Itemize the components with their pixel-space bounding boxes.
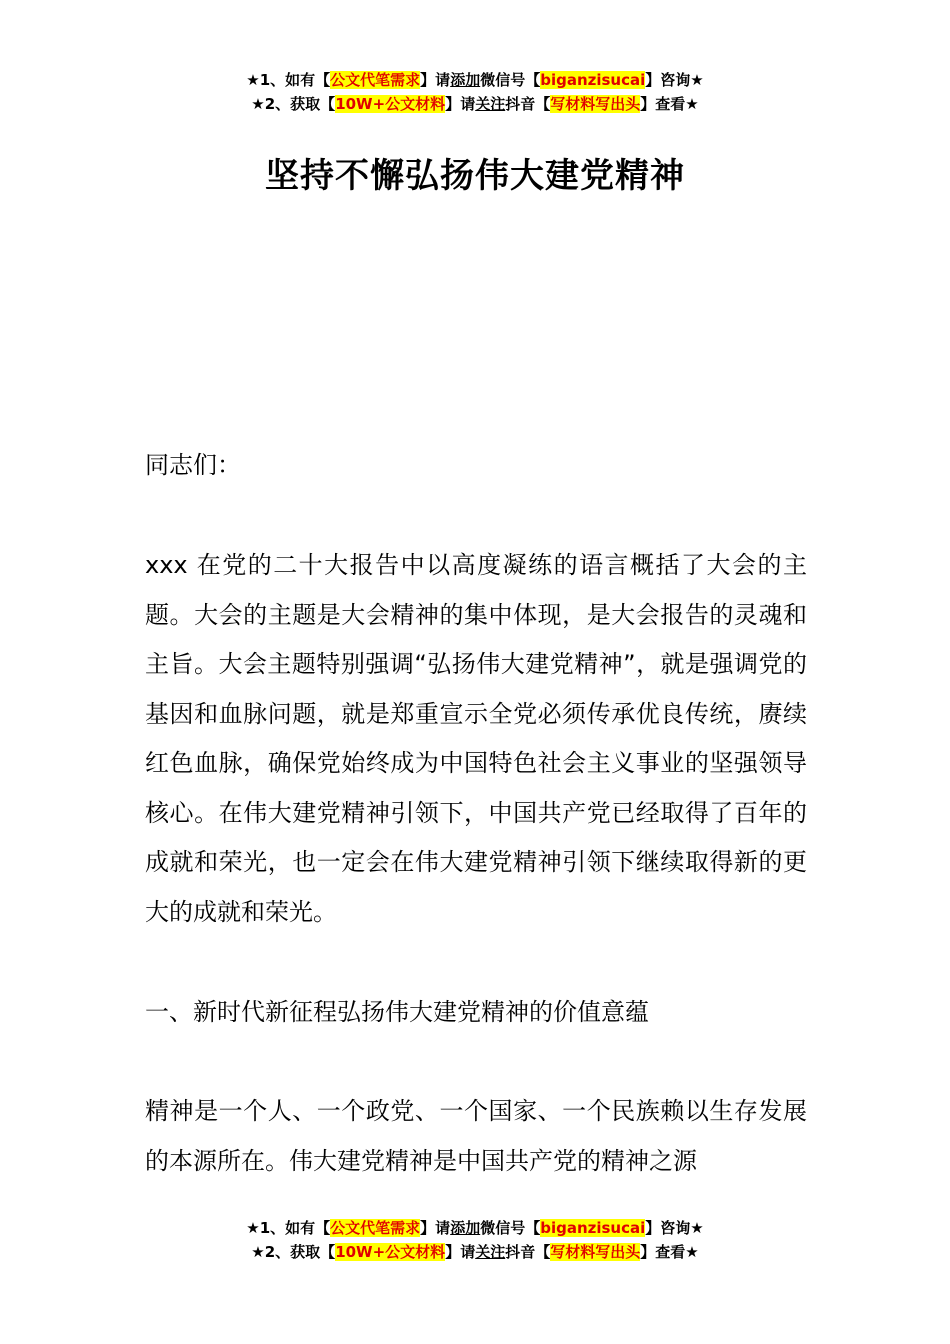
paragraph-text: xxx 在党的二十大报告中以高度凝练的语言概括了大会的主题。大会的主题是大会精神的集中体现，是大会报告的灵魂和主旨。大会主题特别强调“弘扬伟大建党精神”，就是强调党的基因和血脉问题，就是郑重宣示全党必须传承优良传统，赓续红色血脉，确保党始终成为中国特色社会主义事业的坚强领导核心。在伟大建党精神引领下，中国共产党已经取得了百年的成就和荣光，也一定会在伟大建党精神引领下继续取得新的更大的成就和荣光。 — [145, 551, 807, 926]
banner-text: ★1、如有【 — [246, 1219, 331, 1237]
greeting: 同志们： — [145, 451, 241, 479]
highlight-materials: 10W+公文材料 — [335, 95, 446, 113]
banner-text: 】查看★ — [640, 1243, 699, 1261]
highlight-douyin-account: 写材料写出头 — [550, 95, 641, 113]
paragraph-text: 精神是一个人、一个政党、一个国家、一个民族赖以生存发展的本源所在。伟大建党精神是中国共产党的精神之源 — [145, 1097, 807, 1175]
banner-text: 】查看★ — [640, 95, 699, 113]
heading-text: 一、新时代新征程弘扬伟大建党精神的价值意蕴 — [145, 998, 649, 1026]
banner-text: 】请 — [420, 71, 451, 89]
banner-text: 微信号【 — [480, 1219, 541, 1237]
section-heading-1 — [145, 988, 807, 1038]
emphasis-text: 关注 — [475, 1243, 506, 1261]
footer-banner — [0, 1216, 950, 1264]
banner-text: ★2、获取【 — [251, 1243, 336, 1261]
banner-text: 】咨询★ — [645, 1219, 704, 1237]
banner-text: 】请 — [445, 1243, 476, 1261]
banner-line-2 — [0, 92, 950, 116]
banner-line-2 — [0, 1240, 950, 1264]
banner-text: 抖音【 — [505, 95, 551, 113]
highlight-service: 公文代笔需求 — [330, 1219, 421, 1237]
banner-text: 】请 — [420, 1219, 451, 1237]
emphasis-text: 关注 — [475, 95, 506, 113]
body-paragraph-1 — [145, 541, 807, 937]
banner-text: 】咨询★ — [645, 71, 704, 89]
body-paragraph-2 — [145, 1087, 807, 1186]
highlight-materials: 10W+公文材料 — [335, 1243, 446, 1261]
highlight-douyin-account: 写材料写出头 — [550, 1243, 641, 1261]
header-banner — [0, 68, 950, 116]
highlight-service: 公文代笔需求 — [330, 71, 421, 89]
emphasis-text: 添加 — [450, 71, 481, 89]
document-title: 坚持不懈弘扬伟大建党精神 — [265, 156, 685, 196]
highlight-wechat-id: biganzisucai — [540, 1219, 646, 1237]
banner-text: ★1、如有【 — [246, 71, 331, 89]
banner-line-1 — [0, 68, 950, 92]
banner-line-1 — [0, 1216, 950, 1240]
banner-text: 微信号【 — [480, 71, 541, 89]
highlight-wechat-id: biganzisucai — [540, 71, 646, 89]
banner-text: ★2、获取【 — [251, 95, 336, 113]
emphasis-text: 添加 — [450, 1219, 481, 1237]
banner-text: 】请 — [445, 95, 476, 113]
banner-text: 抖音【 — [505, 1243, 551, 1261]
